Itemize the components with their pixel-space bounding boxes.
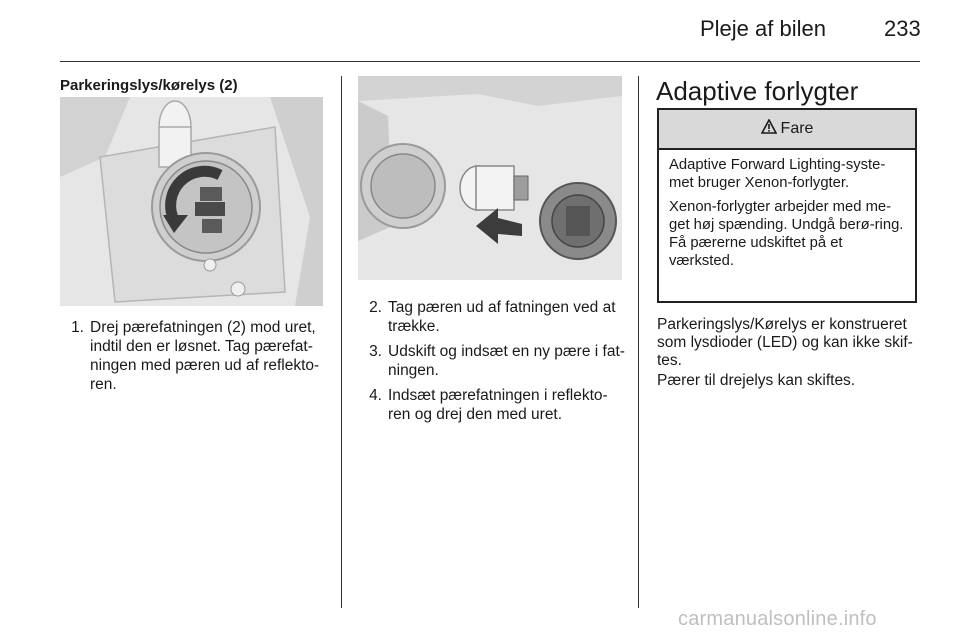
body-paragraph: Pærer til drejelys kan skiftes. <box>657 372 856 389</box>
step-text: Drej pærefatningen (2) mod uret, indtil den er løsnet. Tag pærefat-ningen med pæren ud af reflekto-ren. <box>90 319 320 393</box>
step-number: 3. <box>369 343 382 360</box>
steps-list-middle <box>358 298 626 430</box>
figure-bulb-removal <box>358 76 622 280</box>
warning-paragraph: Xenon-forlygter arbejder med me-get høj spænding. Undgå berø-ring. Få pærerne udskiftet på et værksted. <box>669 199 904 269</box>
column-divider-left <box>341 76 342 608</box>
column-divider-right <box>638 76 639 608</box>
page-number: 233 <box>884 16 921 41</box>
step-number: 1. <box>71 319 84 336</box>
header-rule <box>60 61 920 62</box>
page-header-title: Pleje af bilen <box>700 16 826 41</box>
warning-body <box>659 150 915 270</box>
list-item <box>358 298 626 336</box>
step-text: Tag pæren ud af fatningen ved at trække. <box>388 299 616 335</box>
step-number: 2. <box>369 299 382 316</box>
body-paragraph: Parkeringslys/Kørelys er konstrueret som lysdioder (LED) og kan ikke skif-tes. <box>657 316 913 369</box>
warning-header <box>659 110 915 150</box>
bulb-socket-illustration <box>60 97 323 306</box>
watermark: carmanualsonline.info <box>678 608 877 630</box>
step-number: 4. <box>369 387 382 404</box>
figure-bulb-socket <box>60 97 323 306</box>
warning-label: Fare <box>780 120 814 137</box>
section-title: Adaptive forlygter <box>656 76 859 106</box>
step-text: Udskift og indsæt en ny pære i fat-ningen. <box>388 343 625 379</box>
warning-paragraph: Adaptive Forward Lighting-syste-met bruger Xenon-forlygter. <box>669 157 886 191</box>
bulb-removal-illustration <box>358 76 622 280</box>
warning-box <box>657 108 917 303</box>
list-item <box>358 386 626 424</box>
step-text: Indsæt pærefatningen i reflekto-ren og drej den med uret. <box>388 387 608 423</box>
warning-triangle-icon <box>761 119 777 139</box>
section-subheading: Parkeringslys/kørelys (2) <box>60 77 238 94</box>
steps-list-left <box>60 318 330 400</box>
list-item <box>358 342 626 380</box>
list-item <box>60 318 330 394</box>
